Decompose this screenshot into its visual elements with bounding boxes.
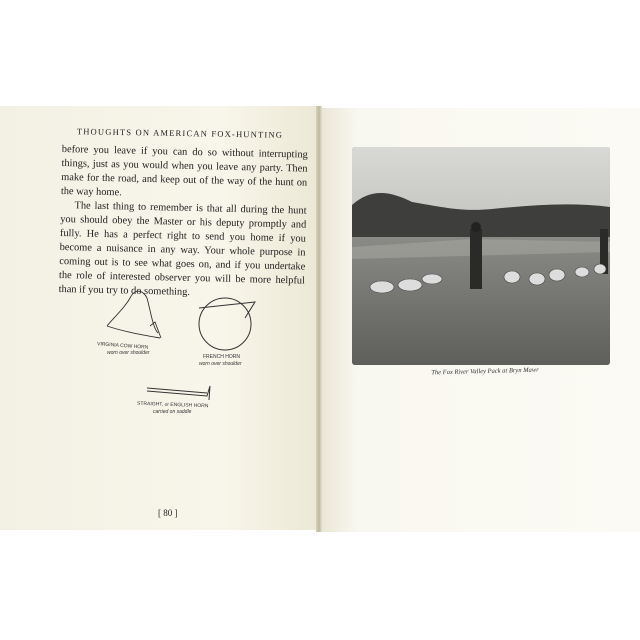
body-text (59, 143, 308, 303)
hunt-photo (352, 147, 610, 365)
french-horn-icon (199, 298, 255, 350)
straight-horn-note: carried on saddle (153, 409, 192, 415)
french-horn-label: FRENCH HORN (203, 354, 240, 360)
cow-horn-note: worn over shoulder (107, 350, 150, 356)
paragraph: before you leave if you can do so without interrupting things, just as you would when you leave any party. Then make for the road, and keep out of the way of the hunt on the way home. (60, 143, 308, 199)
book-gutter (316, 106, 322, 532)
french-horn-note: worn over shoulder (199, 361, 242, 367)
straight-horn-label: STRAIGHT, or ENGLISH HORN (136, 400, 209, 410)
cow-horn-label: VIRGINIA COW HORN (96, 341, 149, 351)
horn-illustration (95, 288, 275, 418)
cow-horn-icon (107, 291, 161, 338)
straight-horn-icon (147, 386, 210, 400)
page-number: [ 80 ] (158, 508, 178, 518)
running-head: THOUGHTS ON AMERICAN FOX-HUNTING (76, 126, 284, 140)
photo-caption: The Fox River Valley Pack at Bryn Mawr (431, 366, 539, 377)
paragraph: The last thing to remember is that all during the hunt you should obey the Master or his deputy promptly and fully. He has a perfect right to send you home if you become a nuisance in any way. Your whole purpose in coming out is to see what goes on, and if you undertake the role of interested observer you will be more helpful than if you try to do something. (58, 200, 307, 298)
foxhounds-photo-image (352, 147, 610, 365)
